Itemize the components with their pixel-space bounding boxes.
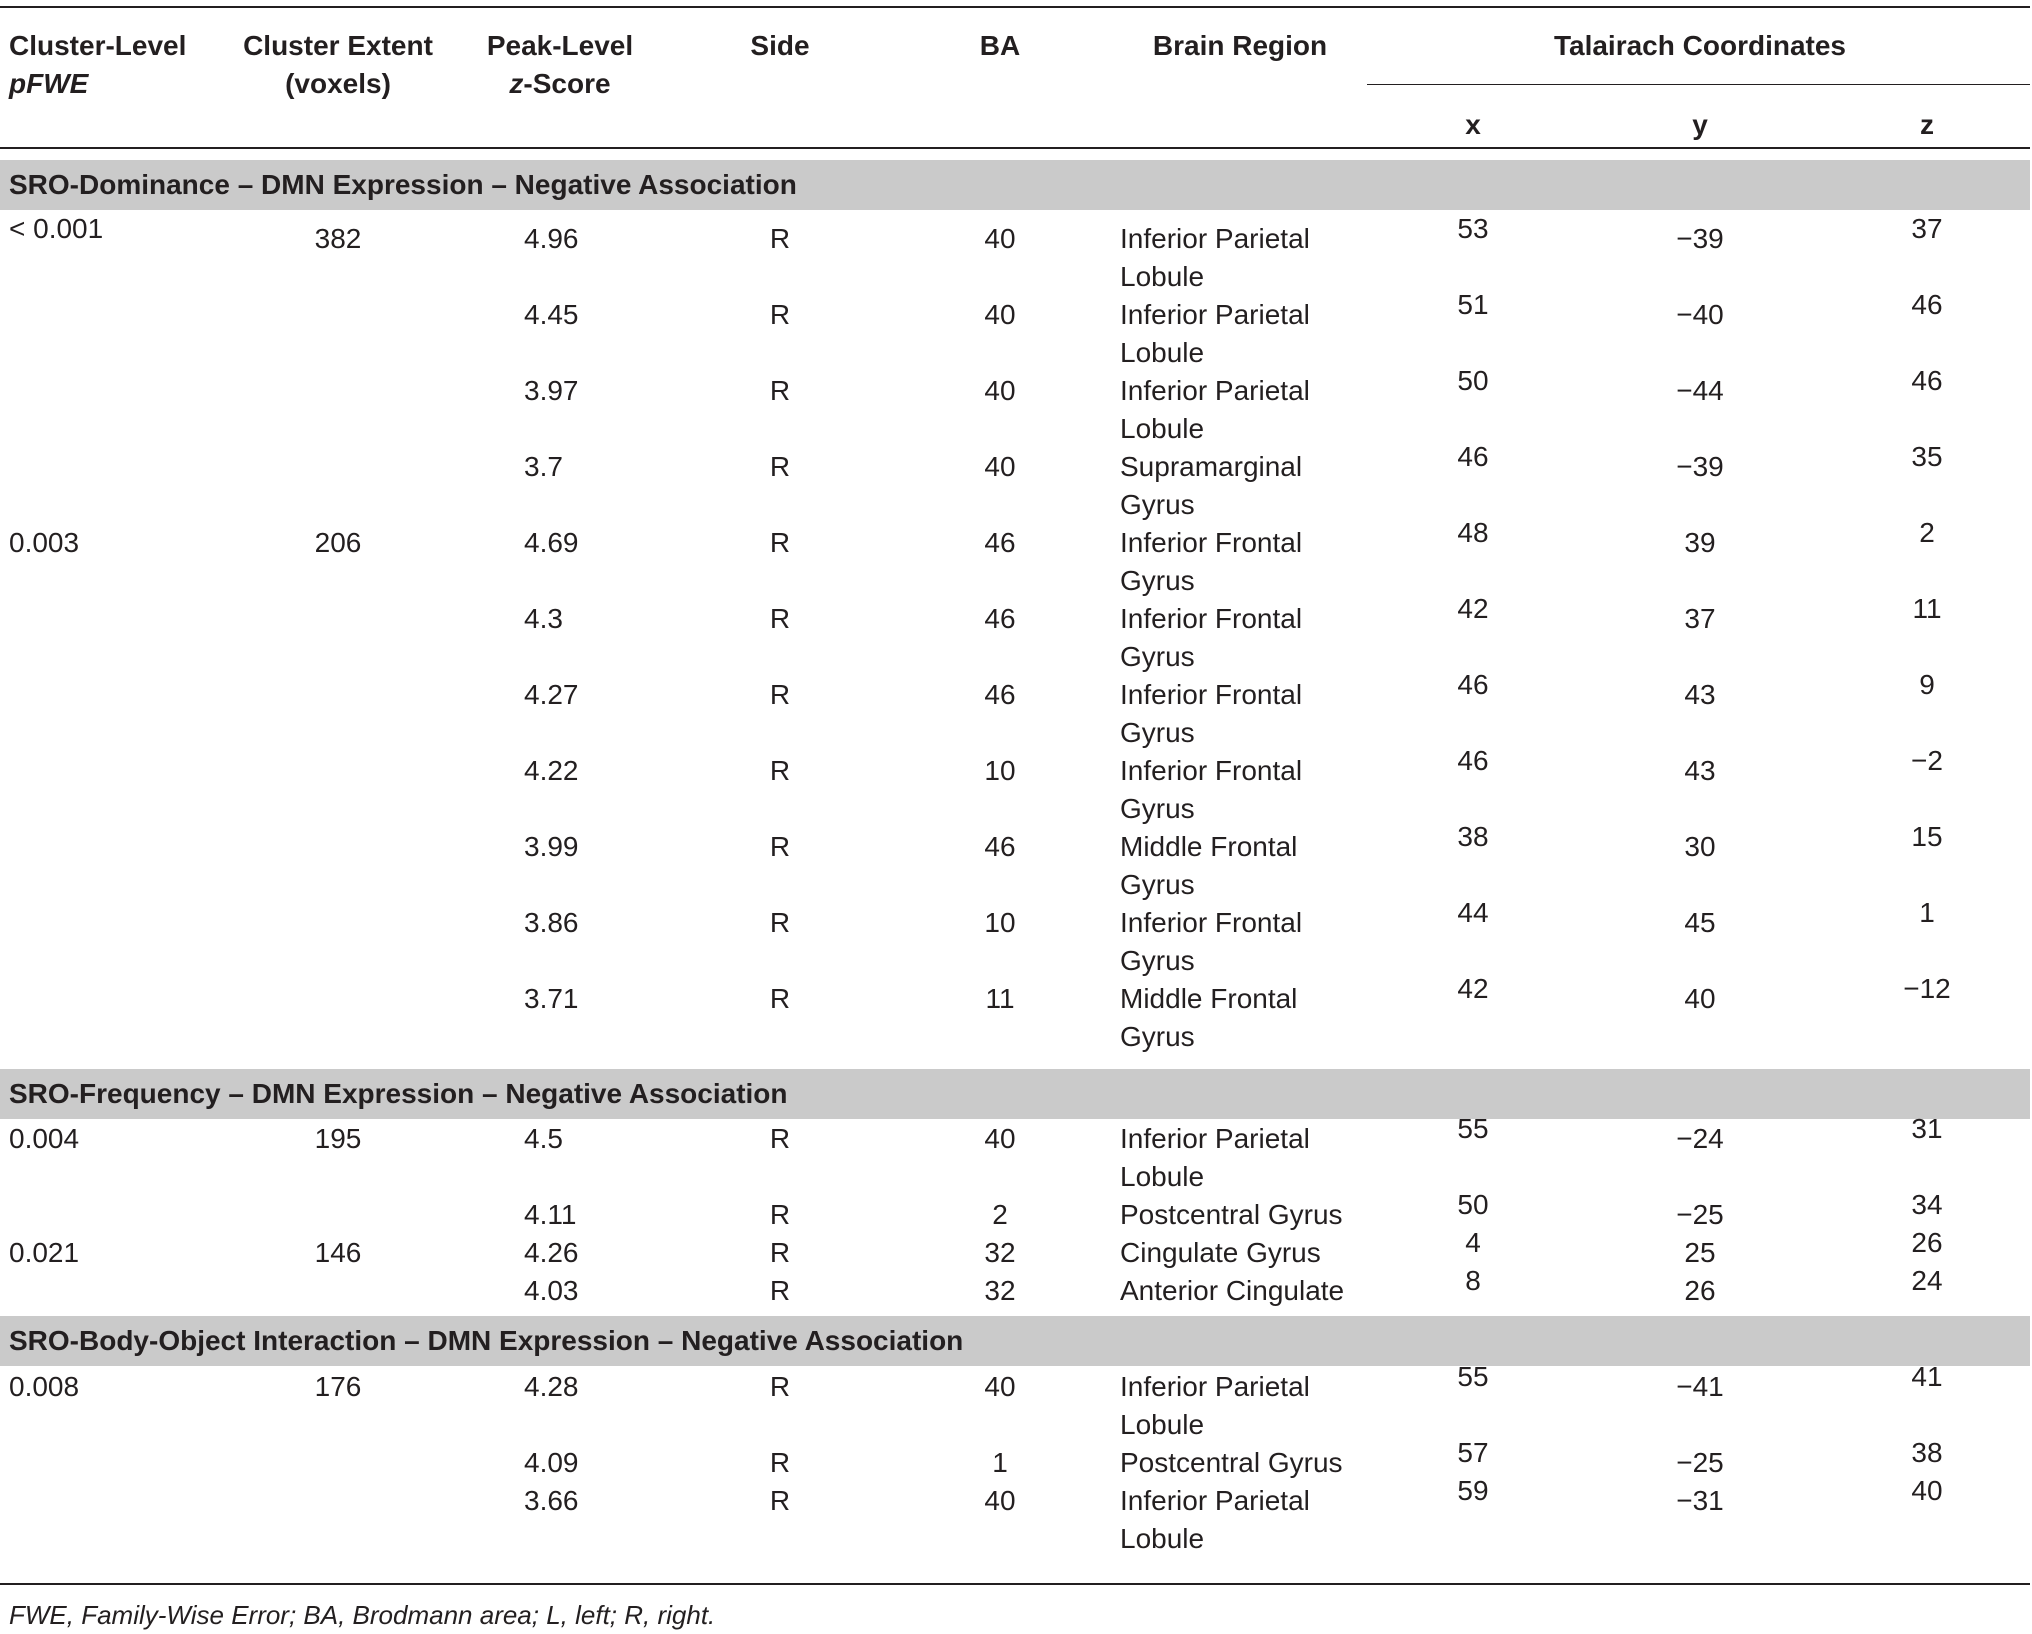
cell-cluster-pfwe: < 0.001 xyxy=(9,213,104,244)
cell-x: 51 xyxy=(1457,289,1489,320)
cell-x: 8 xyxy=(1465,1265,1481,1296)
header-peak-level-score: -Score xyxy=(523,68,611,99)
cell-x: 38 xyxy=(1457,821,1489,852)
cell-brain-region: Inferior Parietal xyxy=(1120,375,1310,406)
cell-z: 15 xyxy=(1911,821,1943,852)
cell-z: 46 xyxy=(1911,289,1943,320)
cell-ba: 2 xyxy=(992,1199,1008,1230)
cell-x: 55 xyxy=(1457,1113,1489,1144)
cell-x: 46 xyxy=(1457,745,1489,776)
cell-peak-z: 3.99 xyxy=(524,831,579,862)
cell-y: 40 xyxy=(1684,983,1716,1014)
cell-brain-region: Inferior Parietal xyxy=(1120,1123,1310,1154)
section-title: SRO-Body-Object Interaction – DMN Expression – Negative Association xyxy=(9,1325,964,1356)
cell-ba: 40 xyxy=(984,451,1016,482)
cell-ba: 1 xyxy=(992,1447,1008,1478)
cell-x: 53 xyxy=(1457,213,1489,244)
cell-z: 1 xyxy=(1919,897,1935,928)
cell-brain-region: Inferior Frontal xyxy=(1120,679,1303,710)
cell-ba: 11 xyxy=(985,983,1015,1014)
cell-brain-region: Inferior Parietal xyxy=(1120,1485,1310,1516)
cell-brain-region: Inferior Frontal xyxy=(1120,527,1303,558)
header-brain-region: Brain Region xyxy=(1152,30,1328,61)
cell-z: 34 xyxy=(1911,1189,1943,1220)
cell-peak-z: 4.45 xyxy=(524,299,579,330)
cell-x: 46 xyxy=(1457,441,1489,472)
cell-cluster-pfwe: 0.008 xyxy=(9,1371,80,1402)
cell-brain-region: Cingulate Gyrus xyxy=(1120,1237,1321,1268)
cell-y: −25 xyxy=(1676,1447,1724,1478)
cell-z: −12 xyxy=(1903,973,1951,1004)
cell-brain-region: Inferior Parietal xyxy=(1120,299,1310,330)
cell-brain-region-cont: Lobule xyxy=(1120,261,1205,292)
cell-cluster-extent: 176 xyxy=(314,1371,362,1402)
cell-y: 45 xyxy=(1684,907,1716,938)
cell-z: 40 xyxy=(1911,1475,1943,1506)
cell-y: 43 xyxy=(1684,679,1716,710)
cell-brain-region-cont: Lobule xyxy=(1120,337,1205,368)
cell-x: 4 xyxy=(1465,1227,1481,1258)
cell-x: 57 xyxy=(1457,1437,1489,1468)
cell-cluster-extent: 195 xyxy=(314,1123,362,1154)
cell-y: −39 xyxy=(1676,223,1724,254)
cell-ba: 46 xyxy=(984,603,1016,634)
cell-brain-region-cont: Gyrus xyxy=(1120,565,1195,596)
cell-cluster-pfwe: 0.003 xyxy=(9,527,80,558)
cell-x: 50 xyxy=(1457,365,1489,396)
cell-y: 43 xyxy=(1684,755,1716,786)
cell-peak-z: 4.26 xyxy=(524,1237,579,1268)
cell-side: R xyxy=(769,1485,791,1516)
cell-ba: 46 xyxy=(984,831,1016,862)
cell-brain-region: Inferior Parietal xyxy=(1120,223,1310,254)
header-cluster-extent-line2: (voxels) xyxy=(285,68,391,99)
cell-z: 35 xyxy=(1911,441,1943,472)
cell-ba: 10 xyxy=(984,907,1016,938)
cell-side: R xyxy=(769,299,791,330)
cell-peak-z: 4.5 xyxy=(524,1123,563,1154)
header-ba: BA xyxy=(979,30,1021,61)
cell-peak-z: 4.09 xyxy=(524,1447,579,1478)
cell-z: 11 xyxy=(1912,593,1942,624)
cell-ba: 40 xyxy=(984,1123,1016,1154)
cell-peak-z: 4.27 xyxy=(524,679,579,710)
cell-peak-z: 4.22 xyxy=(524,755,579,786)
cell-ba: 10 xyxy=(984,755,1016,786)
cell-y: −41 xyxy=(1676,1371,1724,1402)
cell-ba: 40 xyxy=(984,299,1016,330)
cell-side: R xyxy=(769,983,791,1014)
cell-cluster-extent: 382 xyxy=(314,223,362,254)
cell-brain-region-cont: Lobule xyxy=(1120,1523,1205,1554)
cell-z: 9 xyxy=(1919,669,1935,700)
cell-brain-region: Inferior Frontal xyxy=(1120,907,1303,938)
cell-y: 26 xyxy=(1684,1275,1716,1306)
cell-brain-region: Middle Frontal xyxy=(1120,983,1298,1014)
cell-brain-region: Inferior Frontal xyxy=(1120,755,1303,786)
cell-y: 25 xyxy=(1684,1237,1716,1268)
cell-ba: 40 xyxy=(984,223,1016,254)
cell-z: −2 xyxy=(1911,745,1943,776)
cell-side: R xyxy=(769,223,791,254)
cell-cluster-pfwe: 0.021 xyxy=(9,1237,80,1268)
cell-brain-region-cont: Lobule xyxy=(1120,1161,1205,1192)
header-peak-level-line1: Peak-Level xyxy=(486,30,634,61)
section-title: SRO-Dominance – DMN Expression – Negative Association xyxy=(9,169,797,200)
cell-peak-z: 3.7 xyxy=(524,451,563,482)
cell-brain-region: Middle Frontal xyxy=(1120,831,1298,862)
cell-y: −40 xyxy=(1676,299,1724,330)
cell-y: −25 xyxy=(1676,1199,1724,1230)
header-x: x xyxy=(1465,109,1481,140)
cell-brain-region: Inferior Frontal xyxy=(1120,603,1303,634)
cell-ba: 40 xyxy=(984,1485,1016,1516)
cell-brain-region: Anterior Cingulate xyxy=(1120,1275,1345,1306)
cell-x: 50 xyxy=(1457,1189,1489,1220)
cell-x: 55 xyxy=(1457,1361,1489,1392)
cell-side: R xyxy=(769,527,791,558)
cell-brain-region-cont: Lobule xyxy=(1120,413,1205,444)
cell-side: R xyxy=(769,1275,791,1306)
header-cluster-level-line2: pFWE xyxy=(9,68,89,99)
cell-side: R xyxy=(769,603,791,634)
cell-x: 42 xyxy=(1457,593,1489,624)
cell-ba: 46 xyxy=(984,679,1016,710)
cell-x: 59 xyxy=(1457,1475,1489,1506)
header-talairach: Talairach Coordinates xyxy=(1553,30,1846,61)
cell-brain-region-cont: Gyrus xyxy=(1120,1021,1195,1052)
cell-z: 2 xyxy=(1919,517,1935,548)
cell-y: 39 xyxy=(1684,527,1716,558)
cell-peak-z: 4.3 xyxy=(524,603,563,634)
cell-peak-z: 3.66 xyxy=(524,1485,579,1516)
cell-peak-z: 4.03 xyxy=(524,1275,579,1306)
cell-peak-z: 3.71 xyxy=(524,983,579,1014)
cell-cluster-extent: 206 xyxy=(314,527,362,558)
cell-side: R xyxy=(769,1123,791,1154)
cell-z: 26 xyxy=(1911,1227,1943,1258)
cell-peak-z: 4.28 xyxy=(524,1371,579,1402)
cell-brain-region-cont: Gyrus xyxy=(1120,717,1195,748)
cell-ba: 32 xyxy=(984,1237,1016,1268)
cell-brain-region-cont: Gyrus xyxy=(1120,489,1195,520)
cell-brain-region-cont: Gyrus xyxy=(1120,641,1195,672)
cell-brain-region: Supramarginal xyxy=(1120,451,1303,482)
cell-side: R xyxy=(769,375,791,406)
cell-brain-region: Inferior Parietal xyxy=(1120,1371,1310,1402)
cell-ba: 32 xyxy=(984,1275,1016,1306)
cell-peak-z: 4.11 xyxy=(524,1199,577,1230)
cell-side: R xyxy=(769,1199,791,1230)
cell-side: R xyxy=(769,1447,791,1478)
cell-peak-z: 3.97 xyxy=(524,375,579,406)
table-footnote: FWE, Family-Wise Error; BA, Brodmann area; L, left; R, right. xyxy=(9,1600,716,1630)
cell-brain-region-cont: Gyrus xyxy=(1120,869,1195,900)
cell-x: 48 xyxy=(1457,517,1489,548)
cell-side: R xyxy=(769,1237,791,1268)
bottom-rule xyxy=(0,1583,2030,1585)
cell-cluster-extent: 146 xyxy=(314,1237,362,1268)
cell-side: R xyxy=(769,907,791,938)
cell-side: R xyxy=(769,831,791,862)
cell-brain-region: Postcentral Gyrus xyxy=(1120,1447,1343,1478)
section-header xyxy=(0,160,2030,210)
cell-z: 38 xyxy=(1911,1437,1943,1468)
header-cluster-extent-line1: Cluster Extent xyxy=(243,30,433,61)
cell-y: −24 xyxy=(1676,1123,1724,1154)
cell-side: R xyxy=(769,679,791,710)
cell-brain-region-cont: Gyrus xyxy=(1120,945,1195,976)
header-y: y xyxy=(1692,109,1708,140)
cell-ba: 46 xyxy=(984,527,1016,558)
cell-z: 41 xyxy=(1911,1361,1943,1392)
cell-y: 30 xyxy=(1684,831,1716,862)
cell-brain-region-cont: Gyrus xyxy=(1120,793,1195,824)
header-cluster-level-line1: Cluster-Level xyxy=(9,30,187,61)
cell-z: 37 xyxy=(1911,213,1943,244)
cell-peak-z: 4.69 xyxy=(524,527,579,558)
cell-side: R xyxy=(769,451,791,482)
cell-y: 37 xyxy=(1684,603,1716,634)
section-header xyxy=(0,1316,2030,1366)
cell-y: −31 xyxy=(1676,1485,1724,1516)
section-title: SRO-Frequency – DMN Expression – Negative Association xyxy=(9,1078,788,1109)
cell-y: −39 xyxy=(1676,451,1724,482)
cell-brain-region: Postcentral Gyrus xyxy=(1120,1199,1343,1230)
cell-ba: 40 xyxy=(984,375,1016,406)
cell-z: 24 xyxy=(1911,1265,1943,1296)
section-header xyxy=(0,1069,2030,1119)
cell-y: −44 xyxy=(1676,375,1724,406)
header-peak-level-z: z xyxy=(509,68,524,99)
header-z: z xyxy=(1920,109,1934,140)
cell-x: 46 xyxy=(1457,669,1489,700)
cell-peak-z: 3.86 xyxy=(524,907,579,938)
cell-side: R xyxy=(769,755,791,786)
cell-cluster-pfwe: 0.004 xyxy=(9,1123,80,1154)
cell-x: 44 xyxy=(1457,897,1489,928)
header-side: Side xyxy=(750,30,810,61)
cell-brain-region-cont: Lobule xyxy=(1120,1409,1205,1440)
cell-z: 46 xyxy=(1911,365,1943,396)
cell-z: 31 xyxy=(1911,1113,1943,1144)
cell-ba: 40 xyxy=(984,1371,1016,1402)
cell-x: 42 xyxy=(1457,973,1489,1004)
cell-peak-z: 4.96 xyxy=(524,223,579,254)
cell-side: R xyxy=(769,1371,791,1402)
